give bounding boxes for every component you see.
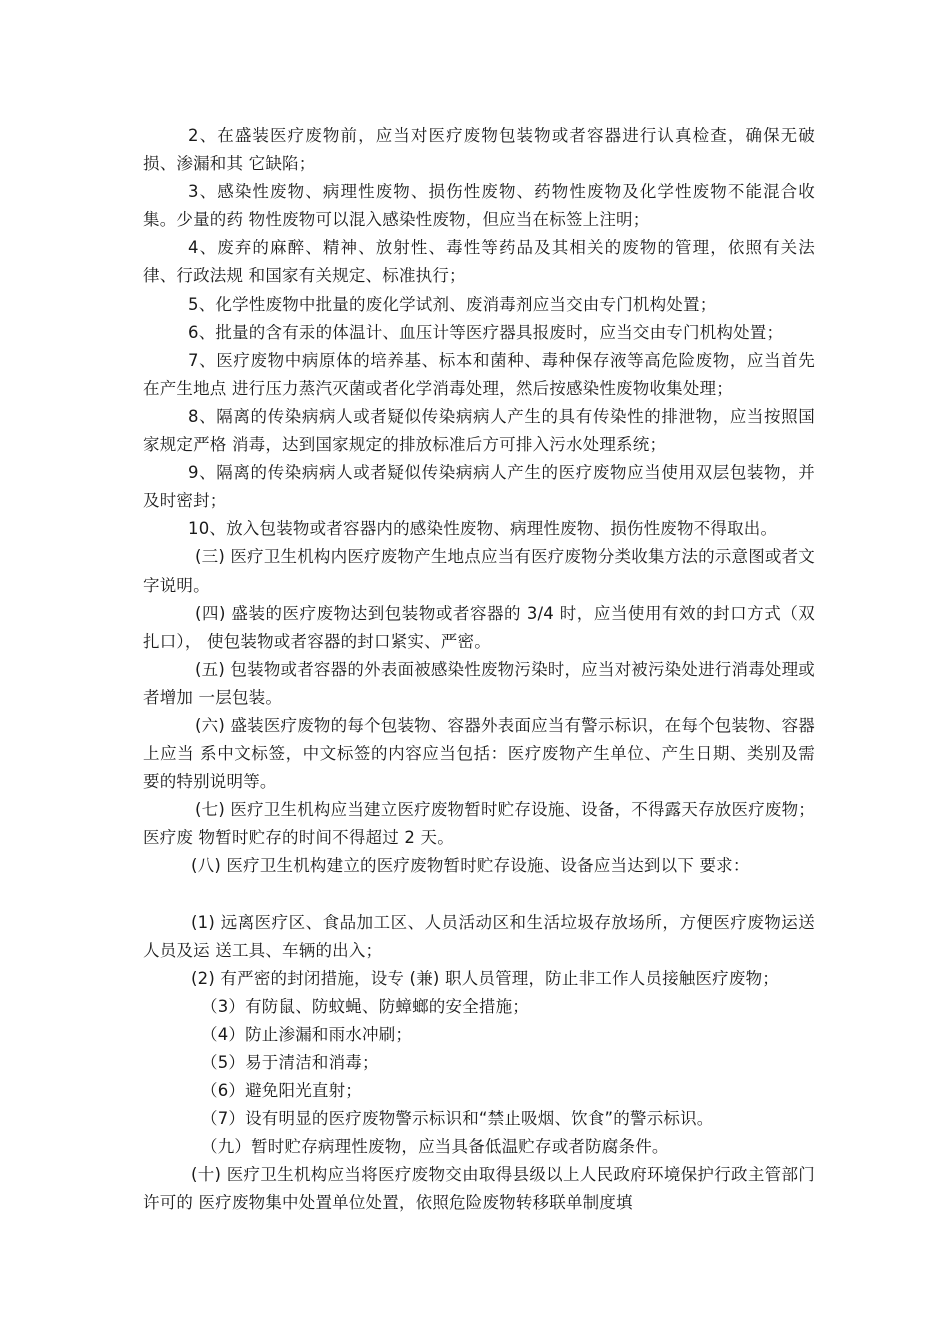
paragraph-item-8: 8、隔离的传染病病人或者疑似传染病病人产生的具有传染性的排泄物，应当按照国家规定严格 消毒，达到国家规定的排放标准后方可排入污水处理系统；	[143, 406, 815, 455]
paragraph-requirement-7: （7）设有明显的医疗废物警示标识和“禁止吸烟、饮食”的警示标识。	[201, 1109, 714, 1129]
document-page	[143, 122, 815, 1218]
paragraph-requirement-4: （4）防止渗漏和雨水冲刷；	[201, 1024, 413, 1044]
paragraph-requirement-3: （3）有防鼠、防蚊蝇、防蟑螂的安全措施；	[201, 996, 529, 1016]
paragraph-requirement-2: (2) 有严密的封闭措施，设专 (兼) 职人员管理，防止非工作人员接触医疗废物；	[191, 968, 779, 988]
paragraph-requirement-6: （6）避免阳光直射；	[201, 1081, 362, 1101]
paragraph-requirement-1: (1) 远离医疗区、食品加工区、人员活动区和生活垃圾存放场所，方便医疗废物运送人员及运 送工具、车辆的出入；	[143, 912, 815, 960]
paragraph-item-5: 5、化学性废物中批量的废化学试剂、废消毒剂应当交由专门机构处置；	[188, 294, 717, 314]
paragraph-item-3: 3、感染性废物、病理性废物、损伤性废物、药物性废物及化学性废物不能混合收集。少量的药 物性废物可以混入感染性废物，但应当在标签上注明；	[143, 182, 815, 230]
paragraph-section-4: (四) 盛装的医疗废物达到包装物或者容器的 3/4 时，应当使用有效的封口方式（双扎口）， 使包装物或者容器的封口紧实、严密。	[143, 603, 815, 651]
paragraph-section-3: (三) 医疗卫生机构内医疗废物产生地点应当有医疗废物分类收集方法的示意图或者文字说明。	[143, 547, 815, 595]
paragraph-section-7: (七) 医疗卫生机构应当建立医疗废物暂时贮存设施、设备，不得露天存放医疗废物；医疗废 物暂时贮存的时间不得超过 2 天。	[143, 800, 815, 848]
paragraph-item-10: 10、放入包装物或者容器内的感染性废物、病理性废物、损伤性废物不得取出。	[188, 519, 778, 539]
paragraph-section-5: (五) 包装物或者容器的外表面被感染性废物污染时，应当对被污染处进行消毒处理或者增加 一层包装。	[143, 659, 815, 707]
paragraph-section-8: (八) 医疗卫生机构建立的医疗废物暂时贮存设施、设备应当达到以下 要求：	[191, 856, 750, 876]
paragraph-requirement-5: （5）易于清洁和消毒；	[201, 1053, 379, 1072]
paragraph-section-9: （九）暂时贮存病理性废物，应当具备低温贮存或者防腐条件。	[201, 1137, 669, 1157]
paragraph-item-4: 4、废弃的麻醉、精神、放射性、毒性等药品及其相关的废物的管理，依照有关法律、行政法规 和国家有关规定、标准执行；	[143, 238, 815, 286]
paragraph-item-6: 6、批量的含有汞的体温计、血压计等医疗器具报废时，应当交由专门机构处置；	[188, 322, 784, 342]
paragraph-item-2: 2、在盛装医疗废物前，应当对医疗废物包装物或者容器进行认真检查，确保无破损、渗漏和其 它缺陷；	[143, 126, 815, 174]
paragraph-item-7: 7、医疗废物中病原体的培养基、标本和菌种、毒种保存液等高危险废物，应当首先在产生地点 进行压力蒸汽灭菌或者化学消毒处理，然后按感染性废物收集处理；	[143, 350, 815, 398]
blank-line	[143, 881, 815, 909]
paragraph-section-10: (十) 医疗卫生机构应当将医疗废物交由取得县级以上人民政府环境保护行政主管部门许可的 医疗废物集中处置单位处置，依照危险废物转移联单制度填	[143, 1165, 815, 1213]
paragraph-section-6: (六) 盛装医疗废物的每个包装物、容器外表面应当有警示标识，在每个包装物、容器上应当 系中文标签，中文标签的内容应当包括：医疗废物产生单位、产生日期、类别及需要的特别说明等。	[143, 715, 815, 792]
paragraph-item-9: 9、隔离的传染病病人或者疑似传染病病人产生的医疗废物应当使用双层包装物，并及时密封；	[143, 463, 815, 511]
